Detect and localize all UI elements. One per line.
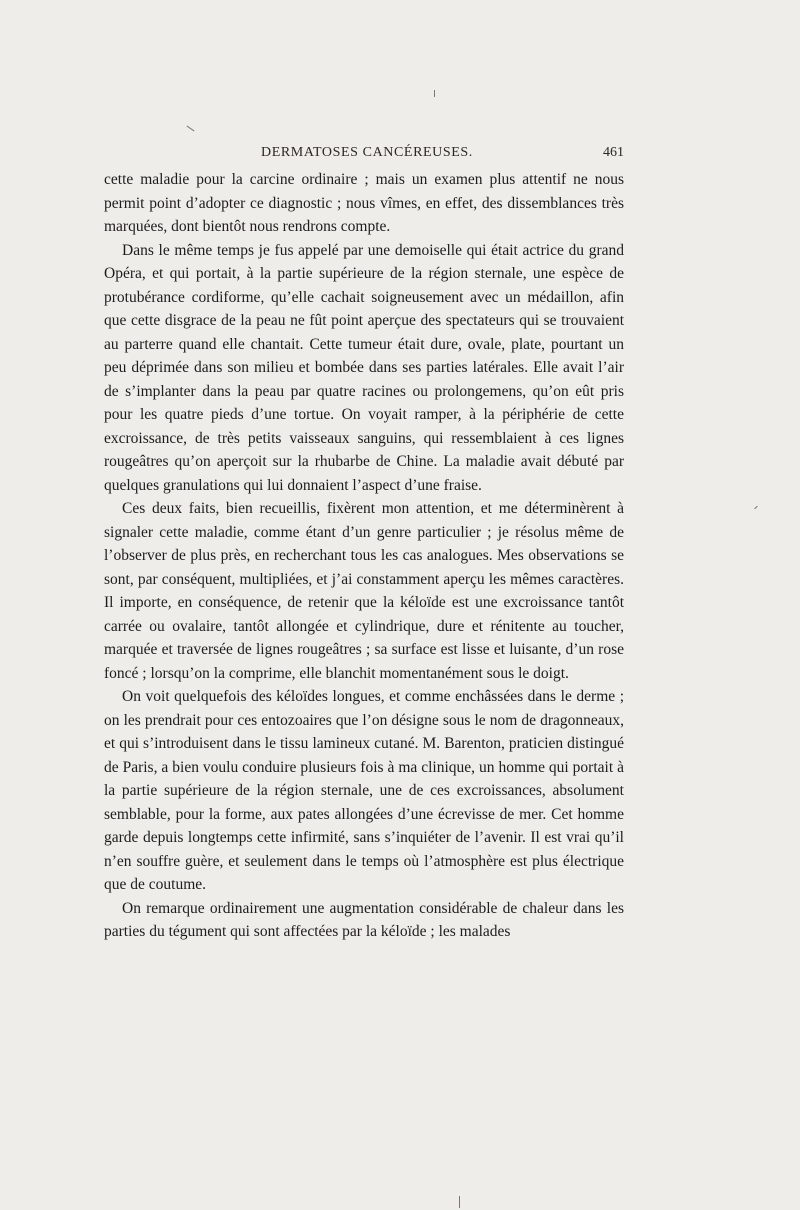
body-text [104,168,624,944]
running-header [104,145,624,165]
page-number: 461 [603,145,624,160]
ink-mark [434,90,435,97]
ink-mark [187,126,195,132]
paragraph: cette maladie pour la carcine ordinaire ; mais un examen plus attentif ne nous permit point d’adopter ce diagnostic ; nous vîmes, en effet, des dissemblances très marquées, dont bientôt nous rendrons compte. [104,171,624,235]
paragraph: Ces deux faits, bien recueillis, fixèrent mon attention, et me déterminèrent à signaler cette maladie, comme étant d’un genre particulier ; je résolus même de l’observer de plus près, en recherchant tous les cas analogues. Mes observations se sont, par conséquent, multipliées, et j’ai constamment aperçu les mêmes caractères. Il importe, en conséquence, de retenir que la kéloïde est une excroissance tantôt carrée ou ovalaire, tantôt allongée et cylindrique, dure et rénitente au toucher, marquée et traversée de lignes rougeâtres ; sa surface est lisse et luisante, d’un rose foncé ; lorsqu’on la comprime, elle blanchit momentanément sous le doigt. [104,500,624,682]
paragraph: Dans le même temps je fus appelé par une demoiselle qui était actrice du grand Opéra, et qui portait, à la partie supérieure de la région sternale, une espèce de protubérance cordiforme, qu’elle cachait soigneusement avec un médaillon, afin que cette disgrace de la peau ne fût point aperçue des spectateurs qui se trouvaient au parterre quand elle chantait. Cette tumeur était dure, ovale, plate, pourtant un peu déprimée dans son milieu et bombée dans ses parties latérales. Elle avait l’air de s’implanter dans la peau par quatre racines ou prolongemens, qu’on eût pris pour les quatre pieds d’une tortue. On voyait ramper, à la périphérie de cette excroissance, de très petits vaisseaux sanguins, qui ressemblaient à ces lignes rougeâtres qu’on aperçoit sur la rhubarbe de Chine. La maladie avait débuté par quelques granulations qui lui donnaient l’aspect d’une fraise. [104,241,624,494]
paragraph: On remarque ordinairement une augmentation considérable de chaleur dans les parties du tégument qui sont affectées par la kéloïde ; les malades [104,899,624,940]
ink-mark [459,1196,460,1208]
running-title: DERMATOSES CANCÉREUSES. [261,145,473,160]
paragraph: On voit quelquefois des kéloïdes longues, et comme enchâssées dans le derme ; on les prendrait pour ces entozoaires que l’on désigne sous le nom de dragonneaux, et qui s’introduisent dans le tissu lamineux cutané. M. Barenton, praticien distingué de Paris, a bien voulu conduire plusieurs fois à ma clinique, un homme qui portait à la partie supérieure de la région sternale, une de ces excroissances, absolument semblable, pour la forme, aux pates allongées d’une écrevisse de mer. Cet homme garde depuis longtemps cette infirmité, sans s’inquiéter de l’avenir. Il est vrai qu’il n’en souffre guère, et seulement dans le temps où l’atmosphère est plus électrique que de coutume. [104,688,624,893]
ink-mark [754,506,758,510]
